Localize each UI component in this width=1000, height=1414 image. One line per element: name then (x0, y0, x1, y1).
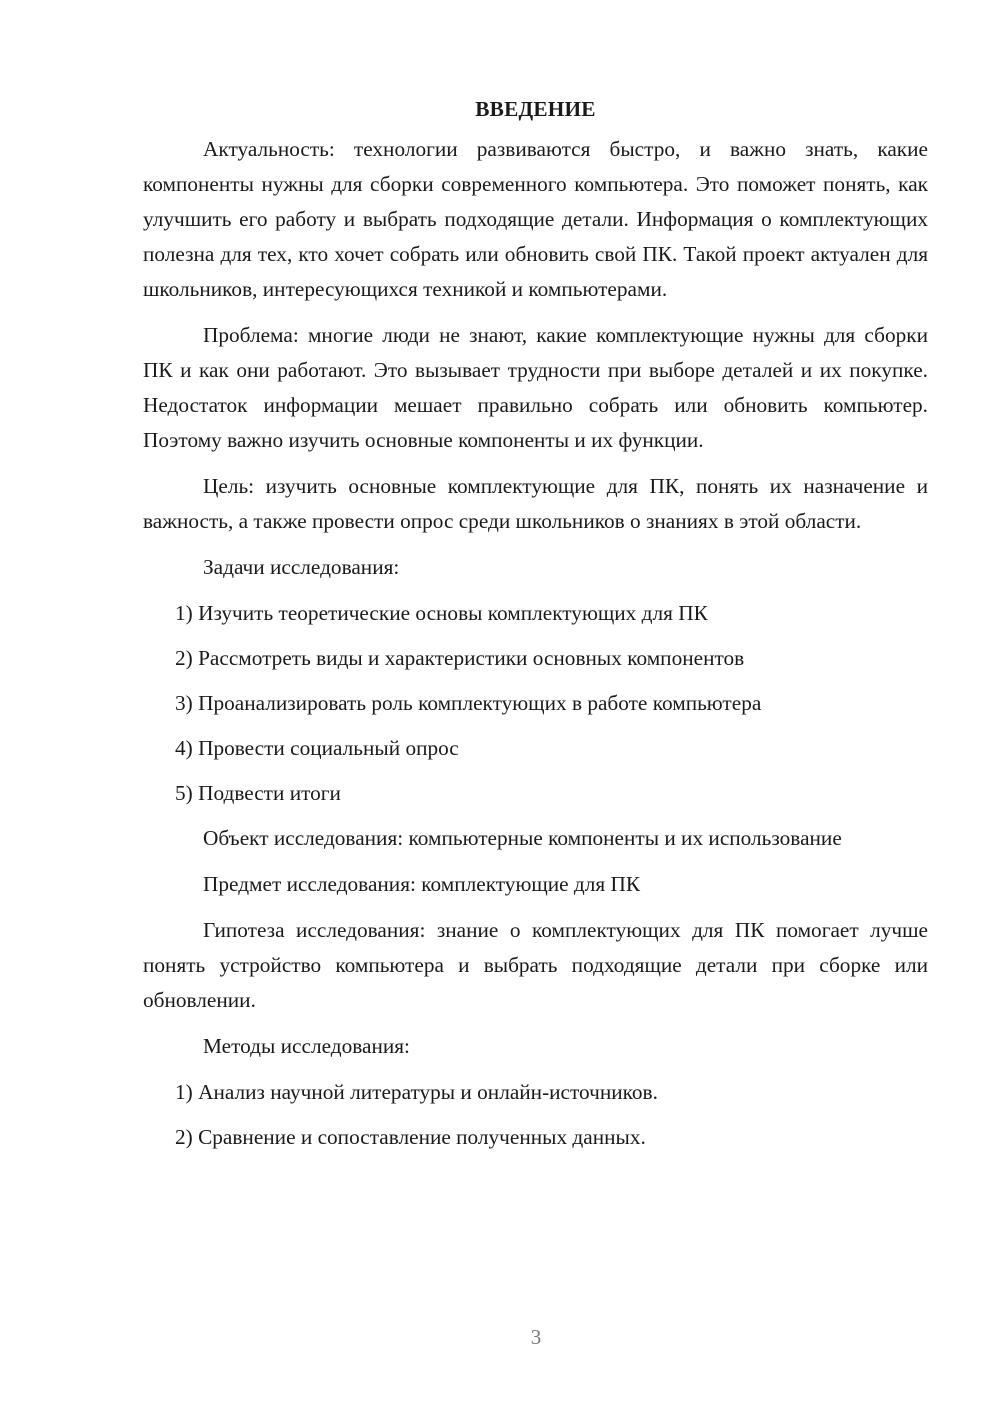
problem-paragraph: Проблема: многие люди не знают, какие комплектующие нужны для сборки ПК и как они работают. Это вызывает трудности при выборе деталей и их покупке. Недостаток информации мешает правильно собрать или обновить компьютер. Поэтому важно изучить основные компоненты и их функции. (143, 323, 928, 452)
task-item: 2) Рассмотреть виды и характеристики основных компонентов (175, 646, 745, 670)
goal-paragraph: Цель: изучить основные комплектующие для ПК, понять их назначение и важность, а также провести опрос среди школьников о знаниях в этой области. (143, 474, 928, 533)
methods-list (143, 1075, 928, 1155)
task-item: 1) Изучить теоретические основы комплектующих для ПК (175, 601, 708, 625)
task-item: 5) Подвести итоги (175, 781, 341, 805)
subject-paragraph: Предмет исследования: комплектующие для ПК (203, 872, 641, 896)
relevance-paragraph: Актуальность: технологии развиваются быстро, и важно знать, какие компоненты нужны для сборки современного компьютера. Это поможет понять, как улучшить его работу и выбрать подходящие детали. Информация о комплектующих полезна для тех, кто хочет собрать или обновить свой ПК. Такой проект актуален для школьников, интересующихся техникой и компьютерами. (143, 137, 928, 301)
tasks-list (143, 596, 928, 811)
methods-heading: Методы исследования: (203, 1034, 410, 1058)
page-number: 3 (530, 1325, 542, 1349)
method-item: 2) Сравнение и сопоставление полученных данных. (175, 1125, 646, 1149)
method-item: 1) Анализ научной литературы и онлайн-источников. (175, 1080, 658, 1104)
section-title: ВВЕДЕНИЕ (475, 97, 596, 121)
hypothesis-paragraph: Гипотеза исследования: знание о комплектующих для ПК помогает лучше понять устройство компьютера и выбрать подходящие детали при сборке или обновлении. (143, 918, 928, 1012)
tasks-heading: Задачи исследования: (203, 555, 400, 579)
document-page (143, 92, 928, 1165)
task-item: 3) Проанализировать роль комплектующих в работе компьютера (175, 691, 762, 715)
task-item: 4) Провести социальный опрос (175, 736, 459, 760)
object-paragraph: Объект исследования: компьютерные компоненты и их использование (203, 826, 842, 850)
